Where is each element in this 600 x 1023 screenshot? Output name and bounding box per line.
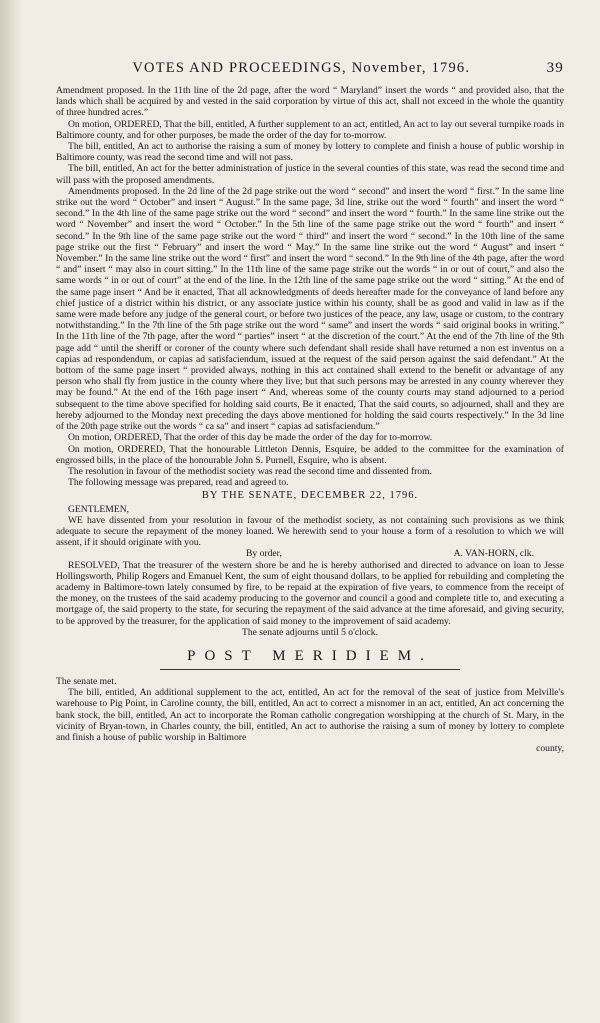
- catchword: county,: [536, 743, 564, 755]
- paragraph: On motion, ORDERED, That the order of this day be made the order of the day for to-morrow.: [68, 432, 433, 444]
- paragraph: The bill, entitled, An act for the better administration of justice in the several counties of this state, was read the second time and will pass with the proposed amendments.: [56, 163, 564, 186]
- paragraph: The resolution in favour of the methodist society was read the second time and dissented from.: [68, 465, 432, 477]
- signature-by-order: By order,: [246, 548, 282, 560]
- paragraph: The following message was prepared, read and agreed to.: [68, 477, 289, 489]
- message-text: WE have dissented from your resolution in favour of the methodist society, as not containing such provisions as we think adequate to secure the repayment of the money loaned. We herewith send to your house a form of a resolution to which we will assent, if it should originate with you.: [56, 514, 564, 549]
- adjournment-line: The senate adjourns until 5 o'clock.: [241, 626, 378, 638]
- message-signature: [56, 548, 564, 559]
- signature-clerk: A. VAN-HORN, clk.: [453, 548, 534, 560]
- message-heading: BY THE SENATE, DECEMBER 22, 1796.: [201, 490, 419, 502]
- message-salutation: GENTLEMEN,: [68, 503, 130, 515]
- page-body: [56, 85, 564, 754]
- paragraph: The bill, entitled, An act to authorise the raising a sum of money by lottery to complete and finish a house of public worship in Baltimore county, was read the second time and will not pass.: [56, 141, 564, 164]
- post-meridiem-heading: POST MERIDIEM.: [160, 648, 460, 670]
- paragraph: Amendment proposed. In the 11th line of the 2d page, after the word “ Maryland” insert the words “ and provided also, that the lands which shall be acquired by and vested in the said corporation by virtue of this act, shall not exceed in the whole the quantity of three hundred acres.”: [56, 85, 564, 119]
- page-number: 39: [546, 60, 564, 76]
- paragraph: On motion, ORDERED, That the bill, entitled, A further supplement to an act, entitled, An act to lay out several turnpike roads in Baltimore county, and for other purposes, be made the order of the day for to-morrow.: [56, 118, 564, 141]
- post-meridiem-text: The bill, entitled, An additional supplement to the act, entitled, An act for the removal of the seat of justice from Melville's warehouse to Pig Point, in Caroline county, the bill, entitled, An act to correct a misnomer in an act, entitled, An act concerning the bank stock, the bill, entitled, An act to incorporate the Roman catholic congregation worshipping at the church of St. Mary, in the vicinity of Bryan-town, in Charles county, the bill, entitled, An act to authorise the raising a sum of money by lottery to complete and finish a house of public worship in Baltimore: [56, 687, 564, 743]
- page-header: [56, 60, 564, 77]
- binding-gutter: [0, 0, 22, 1023]
- paragraph: On motion, ORDERED, That the honourable Littleton Dennis, Esquire, be added to the committee for the examination of engrossed bills, in the place of the honourable John S. Purnell, Esquire, who is absent.: [56, 443, 564, 466]
- running-title: VOTES AND PROCEEDINGS, November, 1796.: [132, 60, 471, 76]
- senate-met: The senate met.: [56, 675, 117, 687]
- resolution-text: RESOLVED, That the treasurer of the western shore be and he is hereby authorised and directed to advance on loan to Jesse Hollingsworth, Philip Rogers and Emanuel Kent, the sum of eight thousand dollars, to be applied for rebuilding and completing the academy in Baltimore-town lately consumed by fire, to be repaid at the expiration of five years, to commence from the receipt of the money, on the trustees of the said academy producing to the governor and council a good and complete title to, and executing a mortgage of, the said property to the state, for securing the repayment of the said advance at the time aforesaid, and giving security, to be approved by the treasurer, for the application of said money to the improvement of said academy.: [56, 559, 564, 627]
- paragraph: Amendments proposed. In the 2d line of the 2d page strike out the word “ second” and insert the word “ first.” In the same line strike out the word “ October” and insert “ August.” In the same page, 3d line, strike out the word “ fourth” and insert the word “ second.” In the 4th line of the same page strike out the word “ second” and insert the word “ fourth.” In the same line strike out the word “ November” and insert the word “ October.” In the 5th line of the same page strike out the word “ fourth” and insert “ second.” In the 9th line of the same page strike out the word “ third” and insert the word “ second.” In the 10th line of the same page strike out the first “ February” and insert the word “ May.” In the same line strike out the word “ August” and insert “ November.” In the same line strike out the word “ first” and insert the word “ second.” In the 9th line of the 4th page, after the word “ and” insert “ may also in court sitting.” In the 11th line of the same page strike out the words “ in or out of court,” and also the same words “ in or out of court” at the end of the line. In the 12th line of the same page strike out the word “ sitting.” At the end of the same page insert “ And be it enacted, That all acknowledgments of deeds hereafter made for the conveyance of land before any chief justice of a district within his district, or any associate justice within his county, shall be as good and valid in law as if the same were made before any judge of the general court, or before two justices of the peace, any law, usage or custom, to the contrary notwithstanding.” In the 7th line of the 5th page strike out the word “ same” and insert the words “ said original books in writing.” In the 11th line of the 7th page, after the word “ parties” insert “ at the discretion of the court.” At the end of the 7th line of the 9th page add “ until the sheriff or coroner of the county where such defendant shall reside shall have returned a non est inventus on a capias ad respondendum, or capias ad satisfaciendum, issued at the request of the said person against the said defendant.” At the bottom of the same page insert “ provided always, nothing in this act contained shall extend to the benefit or advantage of any person who shall fly from justice in the county where they live; but that such persons may be arrested in any county wherever they may be found.” At the end of the 16th page insert “ And, whereas some of the county courts may stand adjourned to a period subsequent to the time above specified for holding said courts, Be it enacted, That the said courts, so adjourned, shall and they are hereby adjourned to the Monday next preceding the days above mentioned for holding the said courts respectively.” In the 3d line of the 20th page strike out the words “ ca sa” and insert “ capias ad satisfaciendum.”: [56, 185, 564, 433]
